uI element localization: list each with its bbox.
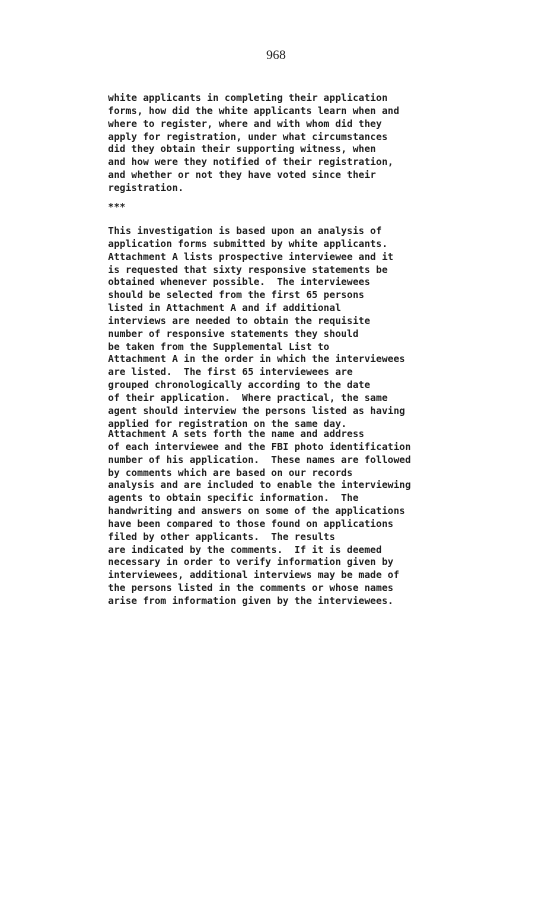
text-line: are indicated by the comments. If it is deemed	[108, 544, 382, 556]
text-line: where to register, where and with whom did they	[108, 118, 382, 130]
text-line: agent should interview the persons listed as having	[108, 405, 406, 417]
text-line: filed by other applicants. The results	[108, 531, 336, 543]
text-line: registration.	[108, 182, 184, 194]
text-line: arise from information given by the interviewees.	[108, 595, 394, 607]
text-line: be taken from the Supplemental List to	[108, 341, 330, 353]
text-line: white applicants in completing their application	[108, 93, 388, 104]
separator-text: ***	[108, 202, 126, 213]
text-line: obtained whenever possible. The interviewees	[108, 277, 371, 289]
section-separator	[108, 202, 488, 215]
text-line: analysis and are included to enable the interviewing	[108, 480, 411, 492]
paragraph-2	[108, 226, 488, 432]
text-line: Attachment A sets forth the name and address	[108, 429, 365, 440]
text-line: by comments which are based on our records	[108, 467, 353, 479]
text-line: number of his application. These names are followed	[108, 454, 411, 466]
text-line: forms, how did the white applicants learn when and	[108, 105, 400, 117]
text-line: interviewees, additional interviews may be made of	[108, 570, 400, 582]
text-line: the persons listed in the comments or whose names	[108, 583, 394, 595]
text-line: of each interviewee and the FBI photo identification	[108, 441, 411, 453]
text-line: is requested that sixty responsive statements be	[108, 264, 388, 276]
text-line: interviews are needed to obtain the requisite	[108, 315, 371, 327]
text-line: are listed. The first 65 interviewees are	[108, 367, 353, 379]
paragraph-3	[108, 429, 488, 609]
text-line: Attachment A in the order in which the interviewees	[108, 354, 406, 366]
page-number: 968	[266, 47, 286, 62]
text-line: and whether or not they have voted since their	[108, 170, 376, 182]
text-line: apply for registration, under what circumstances	[108, 131, 388, 143]
text-line: This investigation is based upon an analysis of	[108, 226, 382, 237]
text-line: number of responsive statements they should	[108, 328, 359, 340]
paragraph-1	[108, 93, 488, 196]
text-line: Attachment A lists prospective interviewee and it	[108, 251, 394, 263]
text-line: grouped chronologically according to the date	[108, 380, 371, 392]
text-line: listed in Attachment A and if additional	[108, 303, 342, 315]
text-line: applied for registration on the same day.	[108, 418, 347, 430]
text-line: of their application. Where practical, the same	[108, 392, 388, 404]
text-line: did they obtain their supporting witness, when	[108, 144, 376, 156]
text-line: handwriting and answers on some of the applications	[108, 506, 406, 518]
text-line: necessary in order to verify information given by	[108, 557, 394, 569]
text-line: and how were they notified of their registration,	[108, 157, 394, 169]
text-line: agents to obtain specific information. The	[108, 493, 359, 505]
text-line: application forms submitted by white applicants.	[108, 238, 388, 250]
text-line: should be selected from the first 65 persons	[108, 290, 365, 302]
text-line: have been compared to those found on applications	[108, 518, 394, 530]
